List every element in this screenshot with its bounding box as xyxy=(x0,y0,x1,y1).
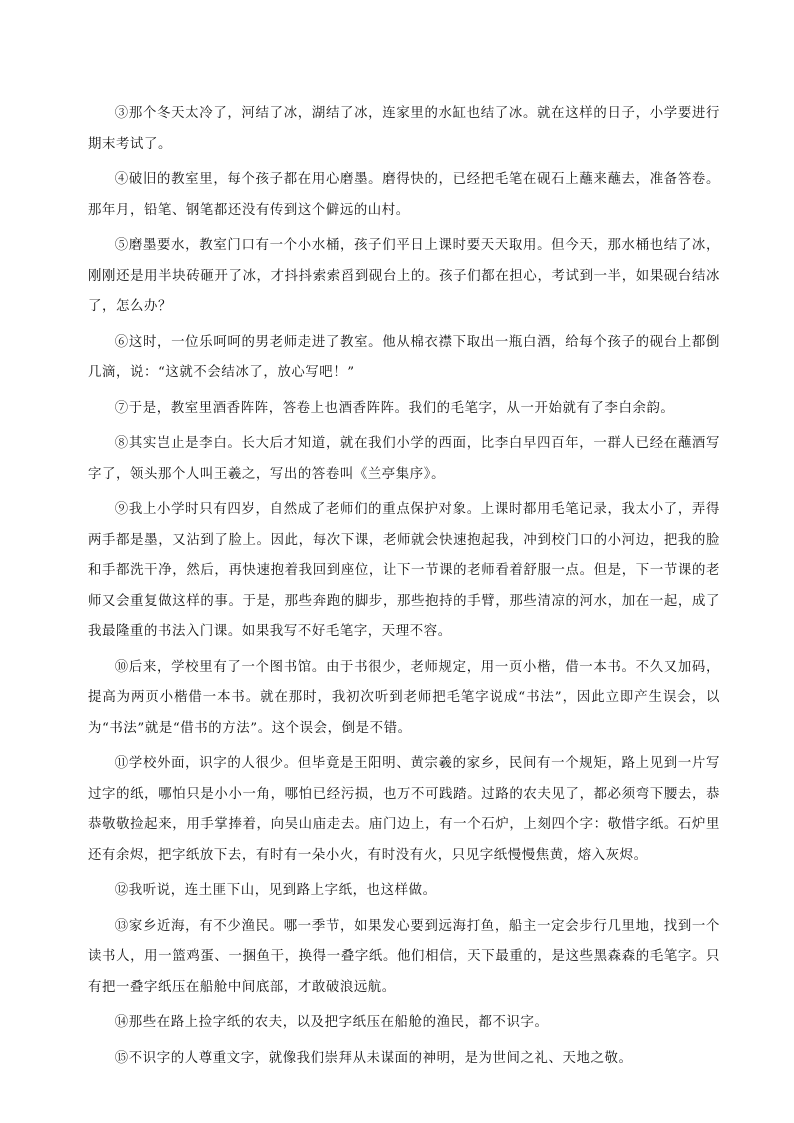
paragraph-text: 我听说，连土匪下山，见到路上字纸，也这样做。 xyxy=(128,883,437,898)
paragraph-text: 那个冬天太冷了，河结了冰，湖结了冰，连家里的水缸也结了冰。就在这样的日子，小学要进行期末考试了。 xyxy=(88,106,720,152)
paragraph-number: ⑦ xyxy=(114,400,129,416)
paragraph-text: 后来，学校里有了一个图书馆。由于书很少，老师规定，用一页小楷，借一本书。不久又加码，提高为两页小楷借一本书。就在那时，我初次听到老师把毛笔字说成“书法”，因此立即产生误会，以为“书法”就是“借书的方法”。这个误会，倒是不错。 xyxy=(88,659,720,736)
paragraph-text: 那些在路上捡字纸的农夫，以及把字纸压在船舱的渔民，都不识字。 xyxy=(128,1015,549,1030)
paragraph-6 xyxy=(88,328,720,389)
paragraph-text: 家乡近海，有不少渔民。哪一季节，如果发心要到远海打鱼，船主一定会步行几里地，找到一个读书人，用一篮鸡蛋、一捆鱼干，换得一叠字纸。他们相信，天下最重的，是这些黑森森的毛笔字。只有把一叠字纸压在船舱中间底部，才敢破浪远航。 xyxy=(88,918,720,995)
paragraph-5 xyxy=(88,231,720,323)
paragraph-text: 我上小学时只有四岁，自然成了老师们的重点保护对象。上课时都用毛笔记录，我太小了，弄得两手都是墨，又沾到了脸上。因此，每次下课，老师就会快速抱起我，冲到校门口的小河边，把我的脸和手都洗干净，然后，再快速抱着我回到座位，让下一节课的老师看着舒服一点。但是，下一节课的老师又会重复做这样的事。于是，那些奔跑的脚步，那些抱持的手臂，那些清凉的河水，加在一起，成了我最隆重的书法入门课。如果我写不好毛笔字，天理不容。 xyxy=(88,502,720,639)
paragraph-14 xyxy=(88,1008,720,1039)
paragraph-9 xyxy=(88,495,720,648)
paragraph-12 xyxy=(88,876,720,907)
paragraph-number: ④ xyxy=(114,172,129,187)
paragraph-text: 破旧的教室里，每个孩子都在用心磨墨。磨得快的，已经把毛笔在砚石上蘸来蘸去，准备答卷。那年月，铅笔、钢笔都还没有传到这个僻远的山村。 xyxy=(88,172,720,218)
paragraph-number: ⑪ xyxy=(114,756,129,771)
paragraph-number: ⑧ xyxy=(114,436,129,451)
paragraph-text: 学校外面，识字的人很少。但毕竟是王阳明、黄宗羲的家乡，民间有一个规矩，路上见到一片写过字的纸，哪怕只是小小一角，哪怕已经污损，也万不可践踏。过路的农夫见了，都必须弯下腰去，恭恭敬敬捡起来，用手掌捧着，向吴山庙走去。庙门边上，有一个石炉，上刻四个字：敬惜字纸。石炉里还有余烬，把字纸放下去，有时有一朵小火，有时没有火，只见字纸慢慢焦黄，熔入灰烬。 xyxy=(88,756,720,863)
paragraph-text: 不识字的人尊重文字，就像我们崇拜从未谋面的神明，是为世间之礼、天地之敬。 xyxy=(128,1050,633,1066)
paragraph-text: 这时，一位乐呵呵的男老师走进了教室。他从棉衣襟下取出一瓶白酒，给每个孩子的砚台上都倒几滴，说：“这就不会结冰了，放心写吧！” xyxy=(88,334,720,380)
paragraph-number: ⑮ xyxy=(114,1050,129,1066)
paragraph-number: ⑬ xyxy=(114,918,129,934)
paragraph-8 xyxy=(88,429,720,490)
paragraph-number: ⑫ xyxy=(114,883,129,898)
paragraph-number: ⑩ xyxy=(114,659,129,675)
paragraph-text: 其实岂止是李白。长大后才知道，就在我们小学的西面，比李白早四百年，一群人已经在蘸酒写字了，领头那个人叫王羲之，写出的答卷叫《兰亭集序》。 xyxy=(88,436,720,482)
paragraph-3 xyxy=(88,99,720,160)
paragraph-number: ⑥ xyxy=(114,334,129,350)
paragraph-text: 于是，教室里酒香阵阵，答卷上也酒香阵阵。我们的毛笔字，从一开始就有了李白余韵。 xyxy=(128,400,675,416)
paragraph-number: ③ xyxy=(114,106,129,121)
paragraph-number: ⑨ xyxy=(114,502,129,517)
paragraph-7 xyxy=(88,394,720,425)
paragraph-15 xyxy=(88,1044,720,1075)
paragraph-number: ⑤ xyxy=(114,238,129,253)
paragraph-11 xyxy=(88,749,720,871)
paragraph-text: 磨墨要水，教室门口有一个小水桶，孩子们平日上课时要天天取用。但今天，那水桶也结了冰，刚刚还是用半块砖砸开了冰，才抖抖索索舀到砚台上的。孩子们都在担心，考试到一半，如果砚台结冰了，怎么办？ xyxy=(88,238,720,314)
document-body xyxy=(88,99,720,1079)
paragraph-number: ⑭ xyxy=(114,1015,129,1030)
paragraph-4 xyxy=(88,165,720,226)
paragraph-13 xyxy=(88,912,720,1004)
paragraph-10 xyxy=(88,653,720,745)
